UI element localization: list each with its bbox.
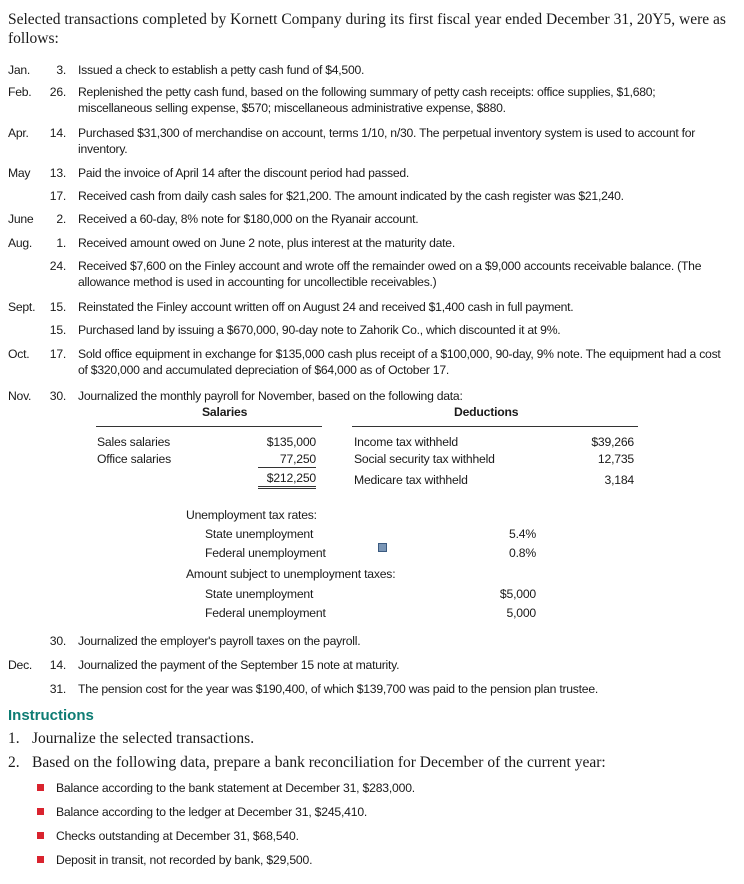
transaction-text: Replenished the petty cash fund, based on the following summary of petty cash receipts: office supplies, $1,680; miscellaneous selling expense, $570; miscellaneous administrative expense, $880. [78, 85, 656, 115]
transaction-day: 31. [49, 682, 66, 696]
bullet-square-icon [37, 856, 44, 863]
transaction-day: 17. [49, 189, 66, 203]
instruction-number: 2. [8, 754, 20, 771]
transaction-month: Apr. [8, 126, 29, 140]
transaction-text: Received $7,600 on the Finley account and wrote off the remainder owed on a $9,000 accounts receivable balance. (The allowance method is used in accounting for uncollectible receivables.) [78, 259, 702, 289]
transaction-month: Nov. [8, 389, 32, 403]
instruction-text: Journalize the selected transactions. [32, 730, 255, 747]
transaction-day: 30. [49, 389, 66, 403]
bullet-text: Balance according to the ledger at December 31, $245,410. [56, 805, 368, 819]
transaction-day: 26. [49, 85, 66, 99]
transaction-day: 1. [56, 236, 66, 250]
transaction-text: Purchased $31,300 of merchandise on account, terms 1/10, n/30. The perpetual inventory system is used to account for inventory. [78, 126, 696, 156]
transaction-text: The pension cost for the year was $190,400, of which $139,700 was paid to the pension plan trustee. [78, 682, 598, 696]
salary-total: $212,250 [258, 470, 316, 489]
federal-rate: 0.8% [509, 546, 536, 560]
deduction-label: Income tax withheld [354, 435, 458, 449]
transaction-text: Issued a check to establish a petty cash fund of $4,500. [78, 63, 365, 77]
transaction-text: Reinstated the Finley account written off on August 24 and received $1,400 cash in full payment. [78, 300, 574, 314]
bullet-square-icon [37, 784, 44, 791]
transaction-text: Journalized the payment of the September 15 note at maturity. [78, 658, 400, 672]
transaction-day: 30. [49, 634, 66, 648]
transaction-day: 13. [49, 166, 66, 180]
deduction-label: Social security tax withheld [354, 452, 495, 466]
bullet-square-icon [37, 832, 44, 839]
salaries-heading: Salaries [202, 405, 248, 419]
salary-label: Sales salaries [97, 435, 171, 449]
deduction-amount: 12,735 [597, 452, 634, 466]
transaction-month: Dec. [8, 658, 33, 672]
federal-subject-amount: 5,000 [506, 606, 536, 620]
state-rate-label: State unemployment [205, 527, 314, 541]
salary-amount: $135,000 [266, 435, 316, 449]
transaction-month: Feb. [8, 85, 32, 99]
transaction-day: 14. [49, 658, 66, 672]
federal-subject-label: Federal unemployment [205, 606, 326, 620]
transaction-text: Purchased land by issuing a $670,000, 90-day note to Zahorik Co., which discounted it at 9%. [78, 323, 561, 337]
transaction-text: Received cash from daily cash sales for $21,200. The amount indicated by the cash register was $21,240. [78, 189, 624, 203]
transaction-text: Sold office equipment in exchange for $135,000 cash plus receipt of a $100,000, 90-day, 9% note. The equipment had a cost of $320,000 and accumulated depreciation of $64,000 as of October 17. [78, 347, 721, 377]
transaction-day: 15. [49, 300, 66, 314]
transaction-day: 15. [49, 323, 66, 337]
transaction-day: 14. [49, 126, 66, 140]
intro-paragraph: Selected transactions completed by Kornett Company during its first fiscal year ended December 31, 20Y5, were as follows: [8, 11, 726, 47]
bullet-text: Checks outstanding at December 31, $68,540. [56, 829, 299, 843]
deduction-amount: $39,266 [591, 435, 634, 449]
deduction-label: Medicare tax withheld [354, 473, 468, 487]
instruction-number: 1. [8, 730, 20, 747]
transaction-text: Journalized the employer's payroll taxes on the payroll. [78, 634, 361, 648]
transaction-day: 17. [49, 347, 66, 361]
salary-amount: 77,250 [258, 451, 316, 468]
transaction-day: 3. [56, 63, 66, 77]
state-subject-amount: $5,000 [499, 587, 536, 601]
bullet-text: Deposit in transit, not recorded by bank, $29,500. [56, 853, 313, 867]
transaction-text: Paid the invoice of April 14 after the discount period had passed. [78, 166, 410, 180]
instructions-heading: Instructions [8, 707, 94, 724]
cursor-marker-icon [378, 543, 387, 552]
deductions-rule [352, 426, 638, 427]
salaries-rule [96, 426, 322, 427]
federal-rate-label: Federal unemployment [205, 546, 326, 560]
state-rate: 5.4% [509, 527, 536, 541]
transaction-month: Aug. [8, 236, 33, 250]
transaction-text: Received a 60-day, 8% note for $180,000 on the Ryanair account. [78, 212, 419, 226]
transaction-day: 24. [49, 259, 66, 273]
salary-label: Office salaries [97, 452, 171, 466]
transaction-day: 2. [56, 212, 66, 226]
unemployment-rates-heading: Unemployment tax rates: [186, 508, 317, 522]
bullet-square-icon [37, 808, 44, 815]
transaction-month: June [8, 212, 34, 226]
transaction-month: Sept. [8, 300, 36, 314]
instruction-text: Based on the following data, prepare a bank reconciliation for December of the current year: [32, 754, 606, 771]
transaction-month: Oct. [8, 347, 30, 361]
transaction-text: Received amount owed on June 2 note, plus interest at the maturity date. [78, 236, 455, 250]
deductions-heading: Deductions [454, 405, 519, 419]
bullet-text: Balance according to the bank statement at December 31, $283,000. [56, 781, 415, 795]
subject-heading: Amount subject to unemployment taxes: [186, 567, 396, 581]
transaction-text: Journalized the monthly payroll for November, based on the following data: [78, 389, 463, 403]
transaction-month: May [8, 166, 31, 180]
transaction-month: Jan. [8, 63, 31, 77]
deduction-amount: 3,184 [604, 473, 634, 487]
state-subject-label: State unemployment [205, 587, 314, 601]
